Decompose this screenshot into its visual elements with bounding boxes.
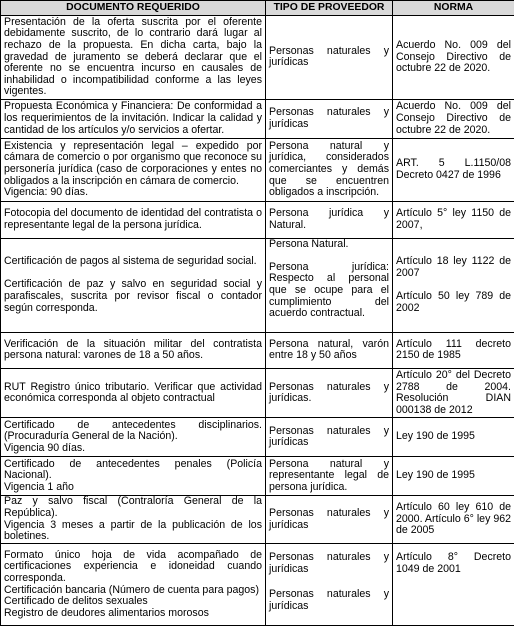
table-row bbox=[1, 495, 514, 543]
doc-text-4: Registro de deudores alimentarios morosos bbox=[4, 606, 209, 619]
doc-text-3: Certificado de delitos sexuales bbox=[4, 595, 148, 608]
cell-norma bbox=[393, 544, 514, 626]
table-row bbox=[1, 99, 514, 138]
cell-documento bbox=[1, 138, 266, 201]
prov-text: Persona Natural. bbox=[269, 238, 349, 250]
cell-documento: Verificación de la situación militar del contratista persona natural: varones de 18 a 50 años. bbox=[1, 332, 266, 369]
cell-documento bbox=[1, 495, 266, 543]
prov-text-2: Persona jurídica: Respecto al personal que se ocupe para el cumplimiento del acuerdo contractual. bbox=[269, 260, 389, 320]
doc-text: Certificado de antecedentes penales (Policía Nacional). bbox=[4, 457, 262, 482]
cell-documento: Propuesta Económica y Financiera: De conformidad a los requerimientos de la invitación. Indicar la calidad y cantidad de los artículos y/o servicios a ofertar. bbox=[1, 99, 266, 138]
doc-text: Existencia y representación legal – expedido por cámara de comercio o por organismo que reconoce su personería jurídica (caso de corporaciones y entes no obligados a la inscripción en cámara de comercio. bbox=[4, 139, 262, 187]
cell-proveedor: Persona natural y representante legal de persona jurídica. bbox=[266, 457, 393, 496]
prov-text-2: Personas naturales y jurídicas bbox=[269, 588, 389, 613]
cell-norma: Artículo 5° ley 1150 de 2007, bbox=[393, 201, 514, 238]
cell-documento: Presentación de la oferta suscrita por el oferente debidamente suscrito, de lo contrario dará lugar al rechazo de la propuesta. En dicha carta, bajo la gravedad de juramento se deberá declarar que el oferente no se encuentra incurso en causales de inhabilidad o incompatibilidad conforme a las leyes vigentes. bbox=[1, 16, 266, 100]
cell-norma bbox=[393, 238, 514, 332]
cell-proveedor: Persona natural, varón entre 18 y 50 años bbox=[266, 332, 393, 369]
table-row bbox=[1, 332, 514, 369]
doc-text: Formato único hoja de vida acompañado de certificaciones experiencia e idoneidad cuando corresponda. bbox=[4, 548, 262, 585]
cell-documento: Fotocopia del documento de identidad del contratista o representante legal de la persona jurídica. bbox=[1, 201, 266, 238]
table-row bbox=[1, 369, 514, 418]
doc-text-2: Certificación de paz y salvo en seguridad social y parafiscales, suscrita por revisor fiscal o contador según corresponda. bbox=[4, 278, 262, 314]
header-norma: NORMA bbox=[393, 1, 514, 16]
table-row bbox=[1, 457, 514, 496]
doc-vigencia: Vigencia: 90 días. bbox=[4, 186, 89, 199]
norma-text-2: Artículo 50 ley 789 de 2002 bbox=[396, 289, 511, 314]
table-row bbox=[1, 544, 514, 626]
cell-proveedor: Personas naturales y jurídicas. bbox=[266, 369, 393, 418]
cell-norma: ART. 5 L.1150/08 Decreto 0427 de 1996 bbox=[393, 138, 514, 201]
doc-vigencia: Vigencia 3 meses a partir de la publicación de los boletines. bbox=[4, 518, 262, 543]
table-row bbox=[1, 238, 514, 332]
cell-proveedor: Persona jurídica y Natural. bbox=[266, 201, 393, 238]
table-row bbox=[1, 16, 514, 100]
cell-documento: RUT Registro único tributario. Verificar que actividad económica corresponda al objeto contractual bbox=[1, 369, 266, 418]
cell-proveedor: Persona natural y jurídica, considerados comerciantes y demás que se encuentren obligados a inscripción. bbox=[266, 138, 393, 201]
table-row bbox=[1, 138, 514, 201]
doc-text: Certificado de antecedentes disciplinarios. (Procuraduría General de la Nación). bbox=[4, 418, 262, 443]
doc-vigencia: Vigencia 1 año bbox=[4, 480, 74, 493]
cell-documento bbox=[1, 544, 266, 626]
header-tipo-proveedor: TIPO DE PROVEEDOR bbox=[266, 1, 393, 16]
norma-text: Artículo 8° Decreto 1049 de 2001 bbox=[396, 551, 511, 575]
header-documento: DOCUMENTO REQUERIDO bbox=[1, 1, 266, 16]
norma-text: Artículo 18 ley 1122 de 2007 bbox=[396, 255, 511, 279]
doc-vigencia: Vigencia 90 días. bbox=[4, 442, 86, 455]
cell-norma: Ley 190 de 1995 bbox=[393, 457, 514, 496]
prov-text: Personas naturales y jurídicas bbox=[269, 551, 389, 575]
doc-text: Paz y salvo fiscal (Contraloría General de la República). bbox=[4, 495, 262, 519]
doc-text: Certificación de pagos al sistema de seguridad social. bbox=[4, 255, 257, 268]
cell-documento bbox=[1, 457, 266, 496]
cell-norma: Artículo 20° del Decreto 2788 de 2004. Resolución DIAN 000138 de 2012 bbox=[393, 369, 514, 418]
table-row bbox=[1, 418, 514, 457]
cell-documento bbox=[1, 418, 266, 457]
cell-norma: Acuerdo No. 009 del Consejo Directivo de octubre 22 de 2020. bbox=[393, 16, 514, 100]
cell-norma: Acuerdo No. 009 del Consejo Directivo de octubre 22 de 2020. bbox=[393, 99, 514, 138]
cell-proveedor bbox=[266, 238, 393, 332]
doc-text-2: Certificación bancaria (Número de cuenta para pagos) bbox=[4, 583, 259, 596]
cell-proveedor: Personas naturales y jurídicas bbox=[266, 99, 393, 138]
cell-norma: Ley 190 de 1995 bbox=[393, 418, 514, 457]
cell-proveedor: Personas naturales y jurídicas bbox=[266, 418, 393, 457]
table-header-row bbox=[1, 1, 514, 16]
cell-norma: Artículo 60 ley 610 de 2000. Artículo 6° ley 962 de 2005 bbox=[393, 495, 514, 543]
table-row bbox=[1, 201, 514, 238]
cell-documento bbox=[1, 238, 266, 332]
cell-norma: Artículo 111 decreto 2150 de 1985 bbox=[393, 332, 514, 369]
cell-proveedor: Personas naturales y jurídicas bbox=[266, 495, 393, 543]
cell-proveedor bbox=[266, 544, 393, 626]
cell-proveedor: Personas naturales y jurídicas bbox=[266, 16, 393, 100]
